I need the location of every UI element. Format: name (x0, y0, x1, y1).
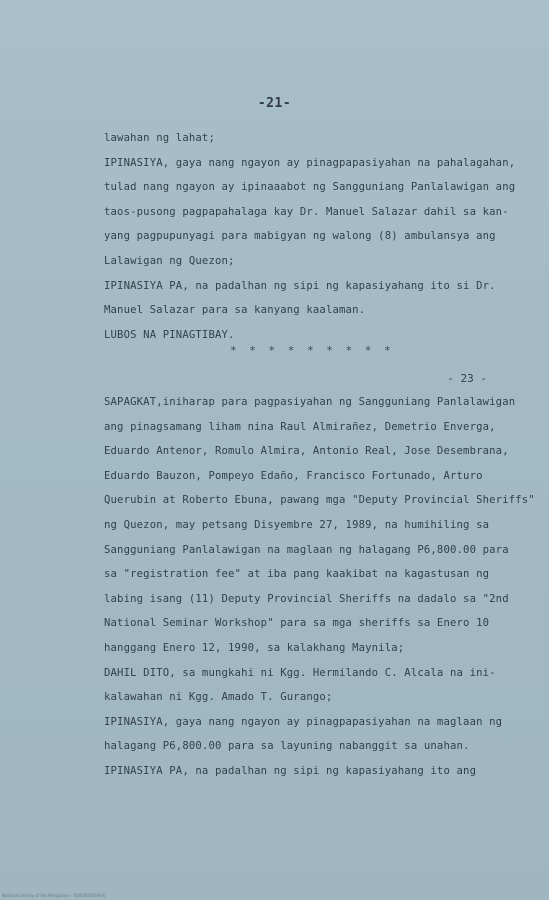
text-line: Eduardo Antenor, Romulo Almira, Antonio Real, Jose Desembrana, (104, 445, 509, 458)
text-line: DAHIL DITO, sa mungkahi ni Kgg. Hermilando C. Alcala na ini- (104, 666, 496, 679)
page-number: -21- (257, 96, 292, 111)
text-line: IPINASIYA, gaya nang ngayon ay pinagpapasiyahan na maglaan ng (104, 715, 503, 728)
text-line: kalawahan ni Kgg. Amado T. Gurango; (104, 691, 333, 704)
text-line: ng Quezon, may petsang Disyembre 27, 1989, na humihiling sa (104, 518, 490, 531)
text-line: ang pinagsamang liham nina Raul Almirañez, Demetrio Enverga, (104, 420, 496, 433)
text-line: labing isang (11) Deputy Provincial Sheriffs na dadalo sa "2nd (104, 592, 509, 605)
text-line: Sangguniang Panlalawigan na maglaan ng halagang P6,800.00 para (104, 543, 509, 556)
text-line: Lalawigan ng Quezon; (104, 254, 235, 267)
text-line: taos-pusong pagpapahalaga kay Dr. Manuel Salazar dahil sa kan- (104, 205, 509, 218)
text-line: sa "registration fee" at iba pang kaakibat na kagastusan ng (104, 568, 490, 581)
text-line: Manuel Salazar para sa kanyang kaalaman. (104, 304, 366, 317)
text-line: LUBOS NA PINAGTIBAY. (104, 328, 235, 341)
resolution-text-block-1 (104, 126, 516, 347)
text-line: yang pagpupunyagi para mabigyan ng walong (8) ambulansya ang (104, 230, 496, 243)
text-line: IPINASIYA PA, na padalhan ng sipi ng kapasiyahang ito ang (104, 764, 477, 777)
text-line: SAPAGKAT,iniharap para pagpasiyahan ng Sangguniang Panlalawigan (104, 396, 516, 408)
text-line: tulad nang ngayon ay ipinaaabot ng Sangguniang Panlalawigan ang (104, 181, 516, 194)
text-line: National Seminar Workshop" para sa mga sheriffs sa Enero 10 (104, 617, 490, 630)
section-number: - 23 - (447, 372, 487, 385)
text-line: IPINASIYA, gaya nang ngayon ay pinagpapasiyahan na pahalagahan, (104, 156, 516, 169)
text-line: Querubin at Roberto Ebuna, pawang mga "Deputy Provincial Sheriffs" (104, 494, 535, 507)
text-line: lawahan ng lahat; (104, 132, 215, 144)
text-line: Eduardo Bauzon, Pompeyo Edaño, Francisco Fortunado, Arturo (104, 469, 483, 482)
section-separator: * * * * * * * * * (230, 344, 394, 357)
text-line: IPINASIYA PA, na padalhan ng sipi ng kapasiyahang ito si Dr. (104, 279, 496, 292)
archive-footer: National Library of the Philippines - 00000000000-0 (2, 893, 106, 898)
text-line: hanggang Enero 12, 1990, sa kalakhang Maynila; (104, 641, 405, 654)
text-line: halagang P6,800.00 para sa layuning nabanggit sa unahan. (104, 740, 470, 753)
resolution-text-block-2 (104, 390, 535, 784)
